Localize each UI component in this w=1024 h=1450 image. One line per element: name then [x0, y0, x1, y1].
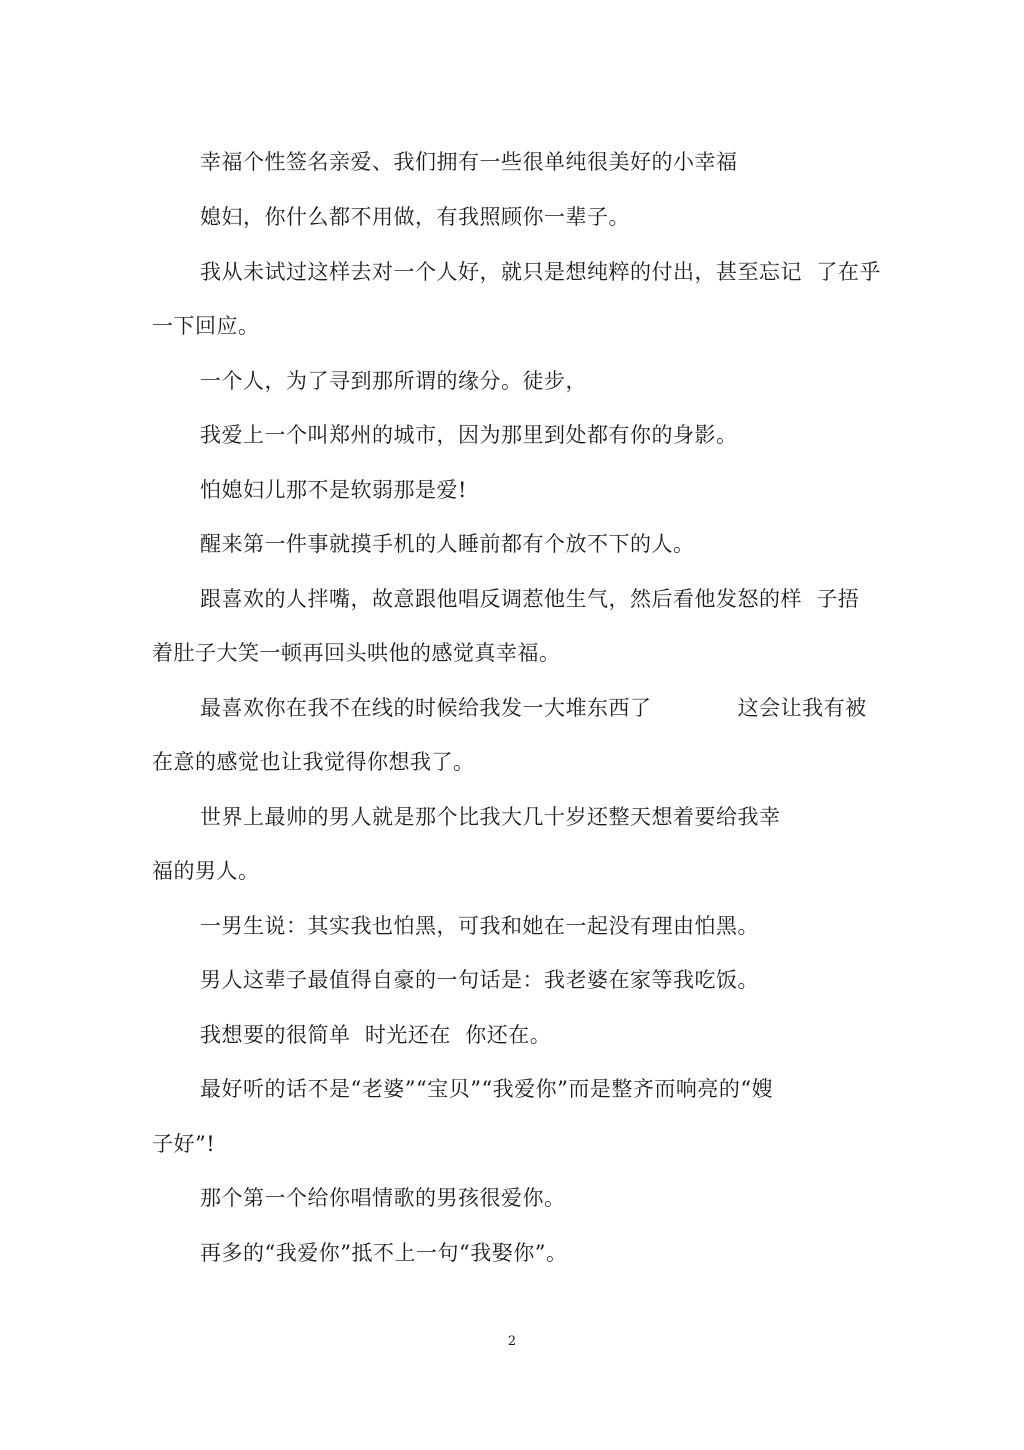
- text-line: 男人这辈子最值得自豪的一句话是：我老婆在家等我吃饭。: [200, 968, 759, 992]
- page-number: 2: [507, 1334, 517, 1349]
- text-line: 怕媳妇儿那不是软弱那是爱!: [200, 478, 467, 502]
- text-line: 媳妇，你什么都不用做，有我照顾你一辈子。: [200, 205, 630, 229]
- text-line: 一下回应。: [152, 314, 260, 338]
- text-line: 我爱上一个叫郑州的城市，因为那里到处都有你的身影。: [200, 423, 738, 447]
- text-line: 那个第一个给你唱情歌的男孩很爱你。: [200, 1186, 566, 1210]
- text-line: 再多的“我爱你”抵不上一句“我娶你”。: [200, 1241, 568, 1265]
- text-line: 醒来第一件事就摸手机的人睡前都有个放不下的人。: [200, 532, 695, 556]
- text-line: 着肚子大笑一顿再回头哄他的感觉真幸福。: [152, 641, 561, 665]
- text-line: 一个人，为了寻到那所谓的缘分。徒步，: [200, 369, 587, 393]
- text-line: 跟喜欢的人拌嘴，故意跟他唱反调惹他生气，然后看他发怒的样 子捂: [200, 587, 860, 611]
- text-line: 最好听的话不是“老婆”“宝贝”“我爱你”而是整齐而响亮的“嫂: [200, 1077, 774, 1101]
- text-line: 我想要的很简单 时光还在 你还在。: [200, 1023, 552, 1047]
- text-line: 世界上最帅的男人就是那个比我大几十岁还整天想着要给我幸: [200, 805, 781, 829]
- text-line: 在意的感觉也让我觉得你想我了。: [152, 750, 475, 774]
- text-line: 幸福个性签名亲爱、我们拥有一些很单纯很美好的小幸福: [200, 150, 738, 174]
- text-line: 最喜欢你在我不在线的时候给我发一大堆东西了 这会让我有被: [200, 696, 867, 720]
- text-line: 一男生说：其实我也怕黑，可我和她在一起没有理由怕黑。: [200, 914, 759, 938]
- text-line: 福的男人。: [152, 859, 260, 883]
- text-line: 我从未试过这样去对一个人好，就只是想纯粹的付出，甚至忘记 了在乎: [200, 260, 881, 284]
- text-line: 子好”!: [152, 1132, 216, 1156]
